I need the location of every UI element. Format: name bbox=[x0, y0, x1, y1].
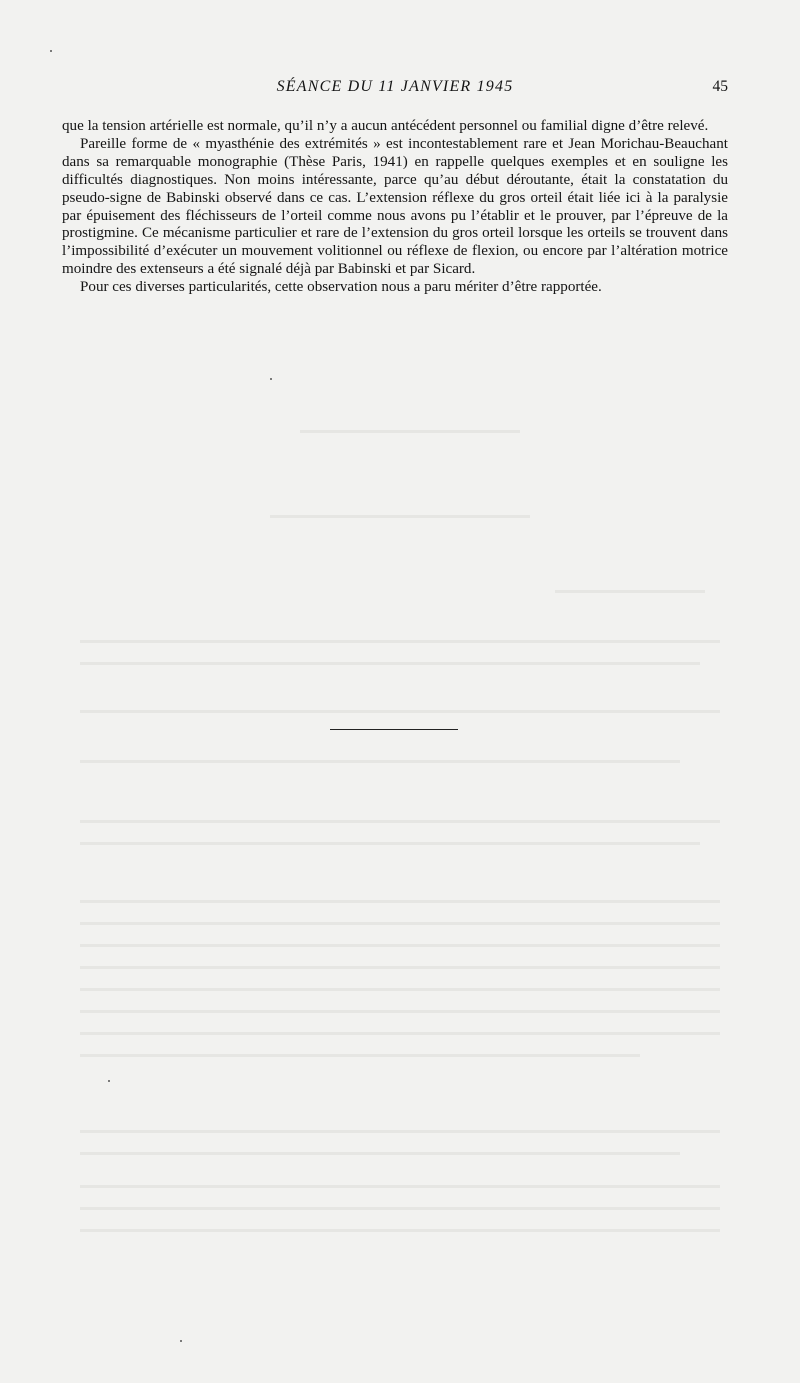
paragraph: Pour ces diverses particularités, cette observation nous a paru mériter d’être rapportée. bbox=[80, 279, 602, 296]
ink-speck bbox=[270, 378, 272, 380]
running-header bbox=[62, 78, 728, 100]
paragraph: que la tension artérielle est normale, qu’il n’y a aucun antécédent personnel ou familial digne d’être relevé. bbox=[62, 118, 709, 134]
section-divider-rule bbox=[330, 729, 458, 730]
page-number: 45 bbox=[712, 78, 728, 95]
ink-speck bbox=[180, 1340, 182, 1342]
running-title: SÉANCE DU 11 JANVIER 1945 bbox=[276, 78, 514, 95]
paragraph: Pareille forme de « myasthénie des extrémités » est incontestablement rare et Jean Morichau-Beauchant dans sa remarquable monographie (Thèse Paris, 1941) en rappelle quelques exemples et en souligne les difficultés diagnostiques. Non moins intéressante, parce qu’au début déroutante, était la constatation du pseudo-signe de Babinski observé dans ce cas. L’extension réflexe du gros orteil était liée ici à la paralysie par épuisement des fléchisseurs de l’orteil comme nous avons pu l’établir et le prouver, par l’épreuve de la prostigmine. Ce mécanisme particulier et rare de l’extension du gros orteil lorsque les orteils se trouvent dans l’impossibilité d’exécuter un mouvement volitionnel ou réflexe de flexion, ou encore par l’altération motrice moindre des extenseurs a été signalé déjà par Babinski et par Sicard. bbox=[62, 135, 728, 278]
ink-speck bbox=[108, 1080, 110, 1082]
ink-speck bbox=[50, 50, 52, 52]
body-text bbox=[62, 118, 728, 297]
